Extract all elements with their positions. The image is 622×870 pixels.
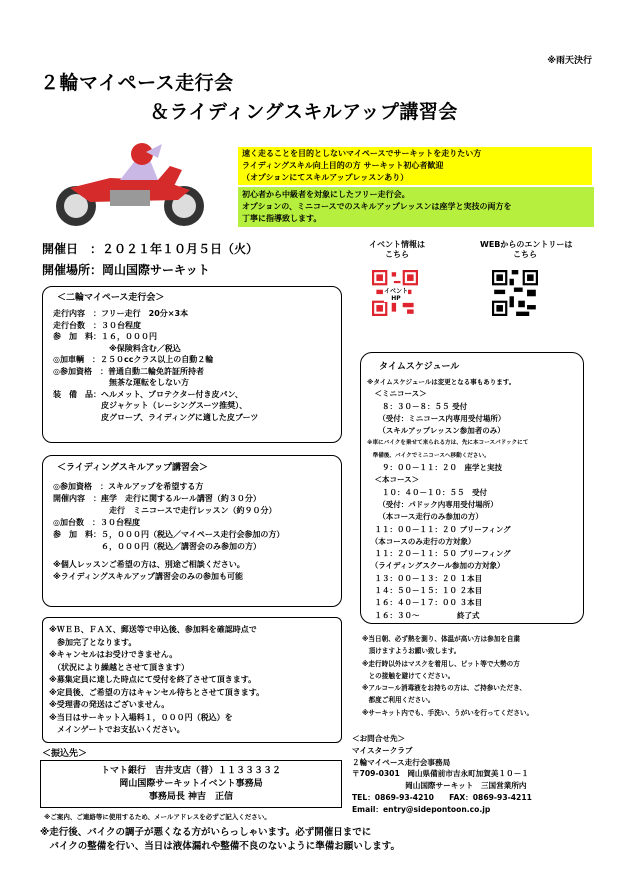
detail-line: ◎加車輌 ：２５０ccクラス以上の自動２輪 [53, 355, 214, 364]
contact-heading: ＜お問合せ先＞ [352, 734, 406, 743]
detail-line: 無茶な運転をしない方 [53, 378, 189, 387]
health-notes [362, 633, 533, 719]
schedule-line: １１：００－１１：２０ ブリーフィング [367, 524, 511, 534]
health-note-line: ※走行時以外はマスクを着用し、ピット等で大勢の方 [362, 659, 520, 668]
detail-line: 走行台数 ：３０台程度 [53, 320, 141, 330]
mypace-heading: ＜二輪マイペース走行会＞ [57, 293, 165, 303]
motorcycle-illustration [50, 140, 220, 232]
intro-green-line: 丁寧に指導致します。 [242, 214, 322, 223]
note-line: ※キャンセルはお受けできません。 [49, 650, 178, 659]
qr-web-label: WEBからのエントリーは [480, 240, 573, 249]
health-note-line: との接触を避けてください。 [362, 671, 455, 680]
schedule-line: 準備後、バイクでミニコースへ移動ください。 [367, 452, 490, 459]
qr-event-block [362, 240, 432, 302]
bank-account: トマト銀行 吉井支店（普）１１３３３３２ [100, 766, 281, 776]
schedule-line: １０：４０－１０：５５ 受付 [367, 487, 487, 497]
contact-info [352, 733, 532, 816]
contact-address-2: 岡山国際サーキット 三国営業所内 [352, 781, 527, 791]
note-line: ※定員後、ご希望の方はキャンセル待ちとさせて頂きます。 [49, 687, 265, 697]
qr-web-label: こちら [513, 250, 537, 259]
application-notes-box [42, 617, 342, 743]
intro-green-line: オプションの、ミニコースでのスキルアップレッスンは座学と実技の両方を [242, 202, 512, 211]
intro-banner-yellow [238, 147, 592, 185]
bank-account-name: 岡山国際サーキットイベント事務局 [119, 779, 263, 789]
schedule-line: ８：３０－８：５５ 受付 [367, 401, 468, 411]
qr-event-label: イベント情報は [369, 240, 425, 249]
note-line: ※受理書の発送はございません。 [49, 700, 170, 709]
detail-line: ◎加台数 ：３０台程度 [53, 518, 140, 527]
schedule-line: １６：３０～ 終了式 [367, 610, 480, 620]
schedule-line: １１：２０－１１：５０ ブリーフィング [367, 549, 511, 559]
contact-org: マイスタークラブ [352, 745, 413, 755]
mypace-session-box [42, 286, 342, 443]
detail-line: ※個人レッスンご希望の方は、別途ご相談ください。 [53, 560, 245, 569]
schedule-line: ＜ミニコース＞ [367, 389, 427, 399]
bank-heading: ＜振込先＞ [42, 749, 88, 759]
note-line: （状況により繰越とさせて頂きます） [49, 662, 189, 672]
note-line: ※ＷＥＢ、ＦＡＸ、郵送等で申込後、参加料を確認時点で [49, 625, 257, 634]
skillup-heading: ＜ライディングスキルアップ講習会＞ [57, 463, 209, 473]
qr-event-caption: イベントHP [384, 288, 409, 302]
page-title: ２輪マイペース走行会 [40, 72, 234, 94]
detail-line: 装 備 品：ヘルメット、プロテクター付き皮パン、 [53, 389, 243, 399]
bank-account-holder: 事務局長 神吉 正信 [148, 792, 234, 802]
detail-line: 参 加 料：１６，０００円 [53, 332, 157, 341]
skillup-details [53, 481, 341, 583]
contact-address: 〒709-0301 岡山県備前市吉永町加賀美１０－１ [352, 769, 529, 779]
schedule-line: （スキルアップレッスン参加者のみ） [367, 426, 505, 436]
schedule-line: ９：００－１１：２０ 座学と実技 [367, 463, 502, 473]
intro-yellow-line: （オプションにてスキルアップレッスンあり） [242, 173, 409, 182]
application-notes [49, 624, 341, 737]
health-note-line: 都度ご利用ください。 [362, 696, 435, 705]
health-note-line: 頂けますようお願い致します。 [362, 647, 461, 656]
detail-line: 皮グローブ、ライディングに適した皮ブーツ [53, 412, 259, 422]
time-schedule-box [360, 352, 584, 624]
schedule-line: （受付：ミニコース内専用受付場所） [367, 413, 506, 423]
note-line: ※募集定員に達した時点にて受付を終了させて頂きます。 [49, 675, 257, 684]
detail-line: 走行 ミニコースで走行レッスン（約９０分） [53, 506, 277, 515]
schedule-line: （受付：パドック内専用受付場所） [367, 499, 498, 509]
detail-line: ◎参加資格 ：普通自動二輪免許証所持者 [53, 366, 204, 376]
contact-office: ２輪マイペース走行会事務局 [352, 757, 451, 767]
contact-email[interactable]: Email：entry@sidepontoon.co.jp [352, 804, 491, 814]
schedule-line: １４：５０－１５：１０ ２本目 [367, 586, 483, 596]
bank-details [41, 765, 341, 804]
qr-event-label: こちら [385, 250, 409, 259]
rain-notice: ※雨天決行 [547, 56, 592, 66]
intro-banner-green [238, 187, 594, 227]
detail-line: 開催内容 ：座学 走行に関するルール講習（約３０分） [53, 494, 261, 503]
health-note-line: ※アルコール消毒液をお持ちの方は、ご持参いただき、 [362, 684, 526, 693]
schedule-list [367, 376, 583, 622]
note-line: 参加完了となります。 [49, 637, 137, 647]
web-entry-qr-code[interactable] [492, 270, 538, 316]
note-line: メインゲートでお支払いください。 [49, 725, 185, 734]
footer-maintenance-note [40, 826, 400, 854]
schedule-line: ＜本コース＞ [367, 475, 420, 485]
schedule-line: （ライディングスクール参加の方対象） [367, 561, 505, 571]
note-line: ※当日はサーキット入場料１，０００円（税込）を [49, 712, 233, 722]
footer-note-line: バイクの整備を行い、当日は液体漏れや整備不良のないように準備お願いします。 [40, 841, 401, 852]
detail-line: ※ライディングスキルアップ講習会のみの参加も可能 [53, 572, 244, 581]
schedule-line: １３：００－１３：２０ １本目 [367, 573, 483, 583]
health-note-line: ※サーキット内でも、手洗い、うがいを行ってください。 [362, 708, 534, 717]
footer-note-line: ※走行後、バイクの調子が悪くなる方がいらっしゃいます。必ず開催日までに [40, 827, 372, 838]
event-date: 開催日 ：２０２１年１０月５日（火） [42, 242, 259, 256]
skillup-lesson-box [42, 455, 342, 607]
intro-yellow-line: ライディングスキル向上目的の方 サーキット初心者歓迎 [242, 161, 444, 170]
mypace-details [53, 308, 341, 423]
health-note-line: ※当日朝、必ず熱を測り、体温が高い方は参加を自粛 [362, 635, 521, 643]
detail-line: 参 加 料：５，０００円（税込／マイペース走行会参加の方） [53, 530, 285, 539]
contact-phone-fax: TEL：0869-93-4210 FAX：0869-93-4211 [352, 792, 532, 802]
bank-box [40, 760, 342, 808]
schedule-line: （本コース走行のみ参加の方） [367, 512, 483, 522]
detail-line: 皮ジャケット（レーシングスーツ推奨）、 [53, 401, 248, 410]
privacy-note: ※ご案内、ご連絡等に使用するため、メールアドレスを必ずご記入ください。 [44, 813, 271, 821]
schedule-line: ※車にバイクを乗せて来られる方は、先に本コースパドックにて [367, 440, 529, 447]
intro-green-line: 初心者から中級者を対象にしたフリー走行会。 [242, 190, 410, 199]
detail-line: ◎参加資格 ：スキルアップを希望する方 [53, 482, 204, 491]
intro-yellow-line: 速く走ることを目的としないマイペースでサーキットを走りたい方 [242, 149, 482, 158]
event-venue: 開催場所：岡山国際サーキット [42, 263, 210, 277]
page-subtitle: ＆ライディングスキルアップ講習会 [150, 101, 458, 123]
qr-web-block [480, 240, 573, 316]
detail-line: ※保険料含む／税込 [53, 343, 181, 353]
schedule-line: ※タイムスケジュールは変更となる事もあります。 [367, 378, 516, 386]
schedule-line: （本コースのみ走行の方対象） [367, 536, 476, 546]
schedule-heading: タイムスケジュール [379, 362, 460, 372]
detail-line: 走行内容 ：フリー走行 20分×3本 [53, 309, 189, 318]
schedule-line: １６：４０－１７：００ ３本目 [367, 598, 483, 608]
detail-line: ６，０００円（税込／講習会のみ参加の方） [53, 542, 261, 551]
